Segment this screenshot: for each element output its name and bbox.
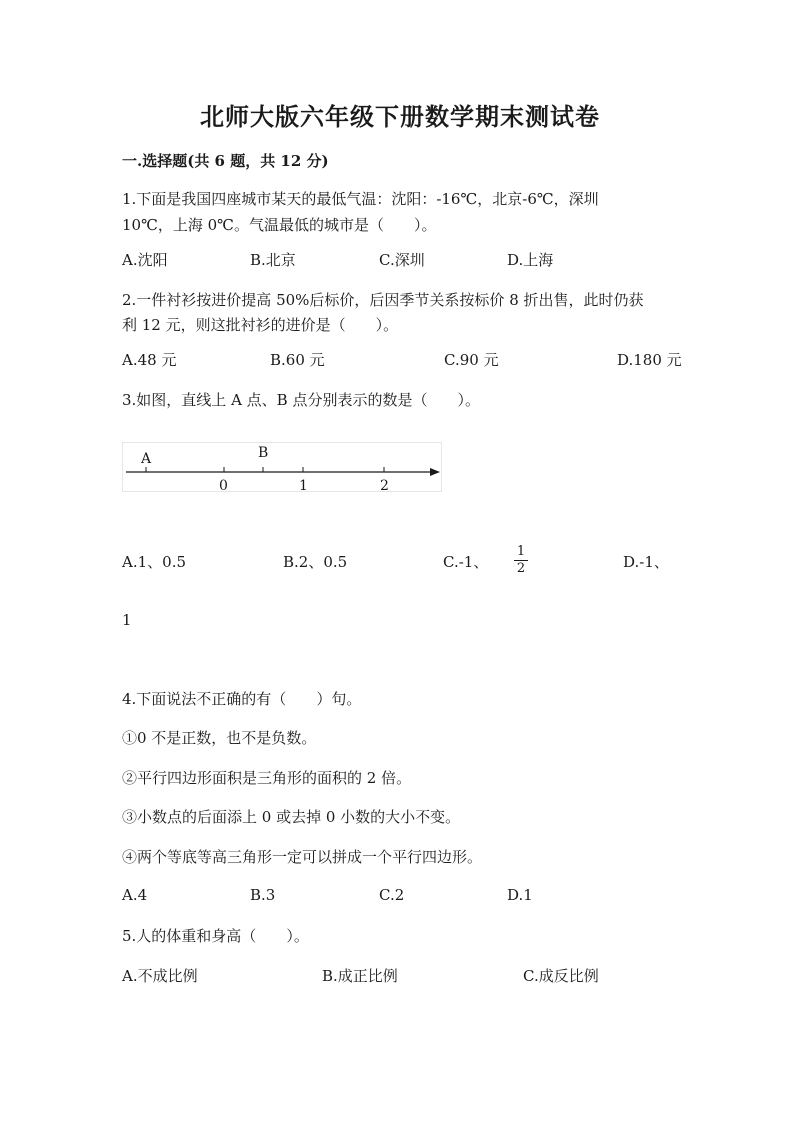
question-2-text-line2: 利 12 元，则这批衬衫的进价是（ ）。 <box>122 316 399 334</box>
question-2-option-c: C.90 元 <box>444 351 499 369</box>
question-2-option-b: B.60 元 <box>270 351 325 369</box>
question-5-text: 5.人的体重和身高（ ）。 <box>122 927 309 945</box>
question-1-option-a: A.沈阳 <box>122 251 168 269</box>
tick-label-1: 1 <box>299 478 308 492</box>
question-2-option-d: D.180 元 <box>617 351 682 369</box>
question-4-statement-2: ②平行四边形面积是三角形的面积的 2 倍。 <box>122 769 412 787</box>
question-3-option-d: D.-1、 <box>623 553 669 571</box>
number-line-figure <box>122 442 442 492</box>
fraction-denominator: 2 <box>516 561 526 576</box>
question-1-option-d: D.上海 <box>507 251 554 269</box>
question-1-text-line1: 1.下面是我国四座城市某天的最低气温：沈阳：-16℃，北京-6℃，深圳 <box>122 190 599 208</box>
fraction-one-half <box>514 545 528 576</box>
tick-label-2: 2 <box>380 478 389 492</box>
question-1-option-c: C.深圳 <box>379 251 425 269</box>
question-5-option-b: B.成正比例 <box>322 967 398 985</box>
page-title: 北师大版六年级下册数学期末测试卷 <box>200 102 600 131</box>
figure-border <box>123 443 442 492</box>
fraction-numerator: 1 <box>516 544 526 559</box>
question-4-option-d: D.1 <box>507 886 533 904</box>
question-2-option-a: A.48 元 <box>122 351 177 369</box>
question-5-option-c: C.成反比例 <box>523 967 599 985</box>
question-5-option-a: A.不成比例 <box>122 967 198 985</box>
number-line-arrow <box>430 468 440 476</box>
question-3-option-c: C.-1、 <box>443 553 489 571</box>
section-heading: 一.选择题(共 6 题，共 12 分) <box>122 152 329 170</box>
question-4-option-b: B.3 <box>250 886 276 904</box>
question-3-option-a: A.1、0.5 <box>122 553 186 571</box>
question-3-option-d-wrap: 1 <box>122 611 132 629</box>
label-point-a: A <box>141 451 152 467</box>
question-4-statement-3: ③小数点的后面添上 0 或去掉 0 小数的大小不变。 <box>122 808 461 826</box>
question-4-statement-1: ①0 不是正数，也不是负数。 <box>122 729 317 747</box>
question-4-text: 4.下面说法不正确的有（ ）句。 <box>122 690 362 708</box>
question-3-text: 3.如图，直线上 A 点、B 点分别表示的数是（ ）。 <box>122 391 480 409</box>
question-4-statement-4: ④两个等底等高三角形一定可以拼成一个平行四边形。 <box>122 848 483 866</box>
question-4-option-c: C.2 <box>379 886 405 904</box>
question-1-text-line2: 10℃，上海 0℃。气温最低的城市是（ ）。 <box>122 216 437 234</box>
label-point-b: B <box>258 445 269 461</box>
question-2-text-line1: 2.一件衬衫按进价提高 50%后标价，后因季节关系按标价 8 折出售，此时仍获 <box>122 291 644 309</box>
tick-label-0: 0 <box>219 478 228 492</box>
question-3-option-b: B.2、0.5 <box>283 553 348 571</box>
question-4-option-a: A.4 <box>122 886 148 904</box>
question-1-option-b: B.北京 <box>250 251 296 269</box>
